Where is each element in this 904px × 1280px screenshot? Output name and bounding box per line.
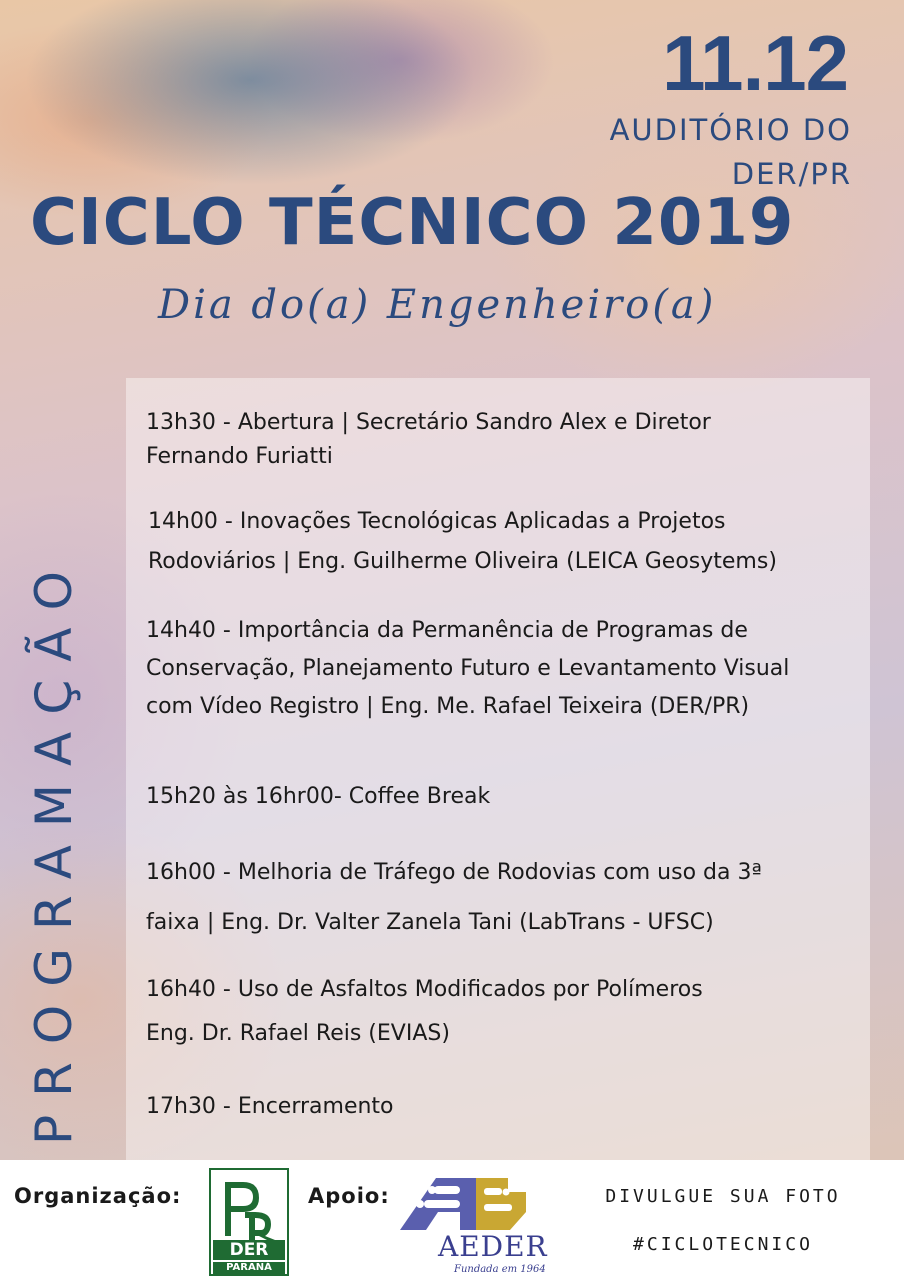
der-logo-state: PARANÁ: [213, 1262, 285, 1274]
schedule-item: 16h40 - Uso de Asfaltos Modificados por Polímeros Eng. Dr. Rafael Reis (EVIAS): [146, 977, 703, 1046]
footer: [0, 1160, 904, 1280]
aeder-tagline: Fundada em 1964: [454, 1264, 546, 1275]
event-venue: [532, 108, 852, 196]
hashtag-text: #CICLOTECNICO: [633, 1234, 813, 1255]
organization-label: Organização:: [14, 1184, 182, 1208]
der-parana-logo: [209, 1168, 289, 1276]
venue-line-2: DER/PR: [731, 157, 852, 191]
page-subtitle: Dia do(a) Engenheiro(a): [158, 282, 717, 328]
schedule-item: 14h00 - Inovações Tecnológicas Aplicadas a Projetos Rodoviários | Eng. Guilherme Oliveira (LEICA Geosytems): [148, 509, 777, 574]
header: [0, 0, 904, 360]
schedule-item: 14h40 - Importância da Permanência de Programas de Conservação, Planejamento Futuro e Levantamento Visual com Vídeo Registro | Eng. Me. Rafael Teixeira (DER/PR): [146, 618, 790, 719]
aeder-logo-text: AEDER: [438, 1230, 548, 1263]
der-logo-text: DER: [213, 1240, 285, 1260]
der-mark-icon: [221, 1178, 277, 1242]
schedule-item: 16h00 - Melhoria de Tráfego de Rodovias com uso da 3ª faixa | Eng. Dr. Valter Zanela Tani (LabTrans - UFSC): [146, 860, 762, 935]
schedule-item: 13h30 - Abertura | Secretário Sandro Alex e Diretor Fernando Furiatti: [146, 410, 711, 469]
schedule-item: 15h20 às 16hr00- Coffee Break: [146, 784, 491, 809]
page-title: CICLO TÉCNICO 2019: [30, 186, 795, 260]
event-date: 11.12: [662, 19, 848, 107]
venue-line-1: AUDITÓRIO DO: [609, 113, 852, 147]
aeder-logo: [398, 1172, 558, 1276]
programacao-vertical-label: PROGRAMAÇÃO: [25, 553, 83, 1145]
share-photo-text: DIVULGUE SUA FOTO: [605, 1186, 841, 1207]
schedule-item: 17h30 - Encerramento: [146, 1094, 394, 1119]
schedule-panel: [126, 378, 870, 1160]
support-label: Apoio:: [308, 1184, 390, 1208]
